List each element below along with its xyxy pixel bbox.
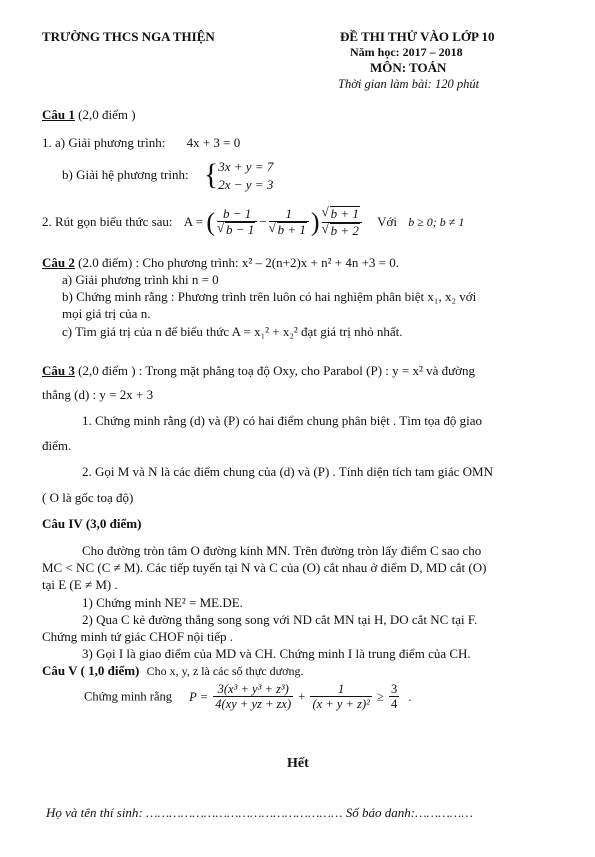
q3-label: Câu 3 [42,363,75,378]
q4-part2-line1: 2) Qua C kẻ đường thẳng song song với ND cắt MN tại H, DO cắt NC tại F. [82,612,478,627]
exam-title: ĐỀ THI THỬ VÀO LỚP 10 [340,29,495,44]
q5-label: Câu V ( 1,0 điểm) [42,663,140,678]
q1-points: (2,0 điểm ) [74,107,136,122]
q2-heading [42,256,399,271]
q4-line2: MC < NC (C ≠ M). Các tiếp tuyến tại N và C của (O) cắt nhau ở điểm D, MD cắt (O) [42,560,487,575]
q2-label: Câu 2 [42,255,75,270]
q4-line1: Cho đường tròn tâm O đường kính MN. Trên đường tròn lấy điểm C sao cho [82,543,482,558]
q1-condition: b ≥ 0; b ≠ 1 [408,214,465,229]
q5-frac1: $\frac{\text{3(x³ + y³ + z³)}}{4(xy + yz + zx)}$ [215,682,292,712]
q1b-text: b) Giải hệ phương trình: [62,167,189,183]
q4-part1: 1) Chứng minh NE² = ME.DE. [82,595,243,610]
q4-part3: 3) Gọi I là giao điểm của MD và CH. Chứng minh I là trung điểm của CH. [82,646,471,661]
q3-intro1: (2,0 điểm ) : Trong mặt phẳng toạ độ Oxy, cho Parabol (P) : y = x² và đường [74,363,476,378]
q1b-eq1: 3x + y = 7 [218,159,274,174]
q1b-system [218,158,273,193]
q1a-line [42,136,240,151]
q4-part2-line2: Chứng minh tứ giác CHOF nội tiếp . [42,629,234,644]
q5-inequality: Chứng minh rằng P = $\frac{\text{3(x³ + y³ + z³)}}{4(xy + yz + zx)}$ + $\frac{1}{\text{(x + y + z)²}}$ ≥ $\frac{3}{4}$ . [84,682,412,712]
q2-intro: (2.0 điểm) : Cho phương trình: x² – 2(n+2)x + n² + 4n +3 = 0. [74,255,400,270]
q1-frac1: b − 1 √ b − 1 [217,207,257,239]
q5-heading [42,664,304,679]
q5-frac2: $\frac{1}{\text{(x + y + z)²}}$ [312,682,370,712]
exam-duration: Thời gian làm bài: 120 phút [338,77,480,91]
q2b-line1: b) Chứng minh rằng : Phương trình trên luôn có hai nghiệm phân biệt x₁, x₂ với [62,289,477,304]
q2a: a) Giải phương trình khi n = 0 [62,272,219,287]
q3-part1-line2: điểm. [42,438,72,453]
q1-part2-text: 2. Rút gọn biểu thức sau: [42,213,173,229]
q2c: c) Tìm giá trị của n để biểu thức A = x₁² + x₂² đạt giá trị nhỏ nhất. [62,324,403,339]
candidate-info-line: Họ và tên thí sinh: …………………………………………… Số báo danh:…………… [46,805,473,820]
q5-frac-result: $\frac{3}{4}$ [390,682,398,712]
school-name: TRƯỜNG THCS NGA THIỆN [42,29,215,44]
q1-with: Với [377,213,397,229]
q4-line3: tại E (E ≠ M) . [42,577,118,592]
q3-heading [42,364,475,379]
exam-subject: MÔN: TOÁN [370,60,447,75]
q1a-text: 1. a) Giải phương trình: [42,135,166,150]
q2b-line2: mọi giá trị của n. [62,306,151,321]
end-mark: Hết [287,756,309,771]
q5-intro: Cho x, y, z là các số thực dương. [146,664,304,678]
q1-A-label: A = [183,213,204,229]
q3-intro2: thẳng (d) : y = 2x + 3 [42,387,154,402]
q4-heading: Câu IV (3,0 điểm) [42,516,142,531]
q1b-line: b) Giải hệ phương trình: { 3x + y = 7 2x − y = 3 [62,158,274,192]
exam-year: Năm học: 2017 – 2018 [350,45,463,59]
q3-part2-line2: ( O là gốc toạ độ) [42,490,134,505]
q1b-eq2: 2x − y = 3 [218,176,274,192]
q5-prove: Chứng minh rằng [84,689,173,704]
q3-part1-line1: 1. Chứng minh rằng (d) và (P) có hai điểm chung phân biệt . Tìm tọa độ giao [82,413,482,428]
q3-part2-line1: 2. Gọi M và N là các điểm chung của (d) và (P) . Tính diện tích tam giác OMN [82,464,493,479]
q1-frac3: √ b + 1 √ b + 2 [322,206,362,239]
q1-label: Câu 1 [42,107,75,122]
q1-part2-line: 2. Rút gọn biểu thức sau: A = ( b − 1 √ b − 1 − 1 √ b + 1 ) √ b + 1 √ b + 2 Với b ≥ 0; b ≠ 1 [42,206,464,239]
q1-frac2: 1 √ b + 1 [269,207,309,239]
q1-heading [42,108,136,123]
q1a-equation: 4x + 3 = 0 [186,135,241,150]
